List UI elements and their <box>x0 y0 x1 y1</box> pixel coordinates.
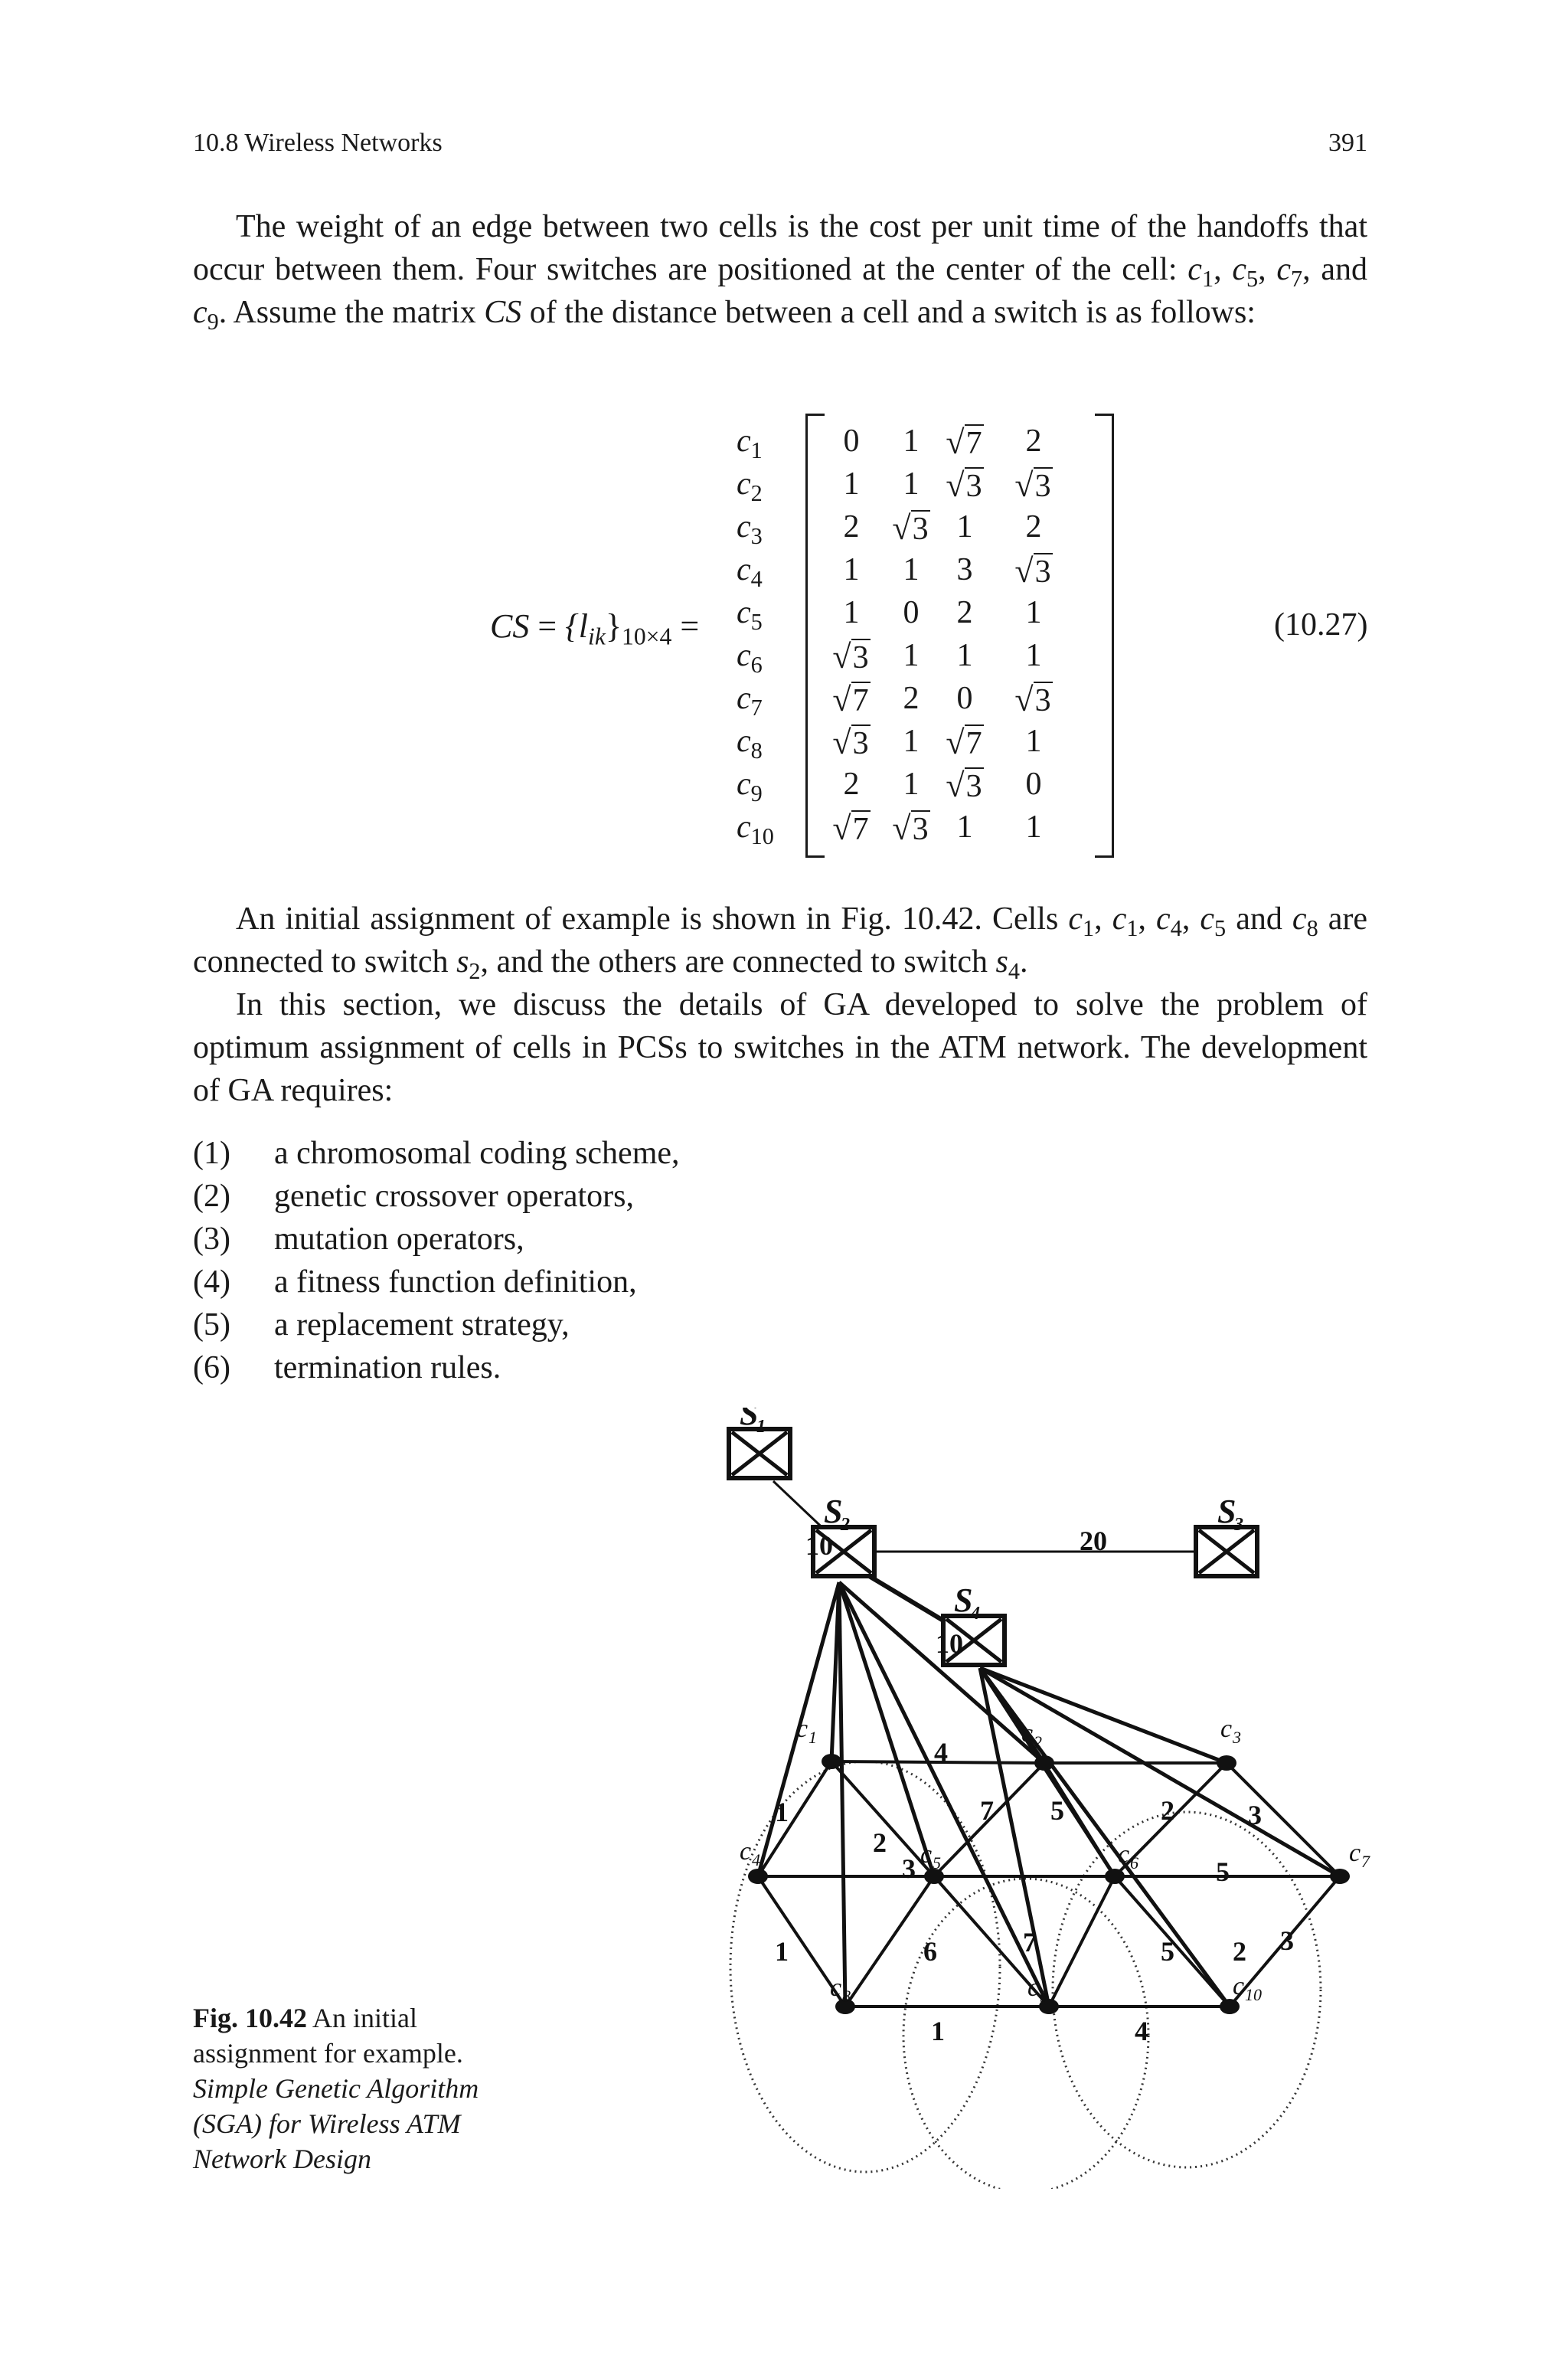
switch-label: S <box>824 1493 843 1530</box>
coverage-ellipse <box>1053 1812 1321 2167</box>
figure-caption: Fig. 10.42 An initial assignment for example. Simple Genetic Algorithm (SGA) for Wireless ATM Network Design <box>193 2003 479 2174</box>
matrix-cell: √3 <box>1014 466 1051 504</box>
matrix-cell: 1 <box>843 466 860 502</box>
matrix-cell: 1 <box>903 767 920 802</box>
matrix-row-label: $c_1$ <box>737 424 763 464</box>
matrix-right-bracket <box>1095 414 1114 858</box>
matrix-cell: 1 <box>1025 638 1042 673</box>
switch-label-sub: 1 <box>756 1417 766 1437</box>
matrix-cell: 1 <box>903 424 920 459</box>
edge-weight-label: 5 <box>1161 1936 1174 1967</box>
matrix-row-label: $c_6$ <box>737 638 763 679</box>
edge-weight-label: 7 <box>1023 1927 1037 1958</box>
cell-switch-link <box>839 1582 845 2007</box>
handoff-edge <box>758 1761 831 1876</box>
matrix-cell: 1 <box>903 724 920 759</box>
edge-weight-label: 1 <box>775 1797 789 1827</box>
cell-label-sub: 9 <box>1040 1987 1048 2006</box>
matrix-cell: 2 <box>843 509 860 545</box>
matrix-cell: √3 <box>892 509 929 547</box>
edge-weight-label: 4 <box>1135 2016 1148 2046</box>
running-header <box>193 129 1367 167</box>
matrix-cell: 1 <box>1025 810 1042 845</box>
matrix-cell: 1 <box>1025 724 1042 759</box>
matrix-cell: √7 <box>946 724 982 761</box>
matrix-cell: √3 <box>832 724 869 761</box>
list-item: (4) a fitness function definition, <box>193 1264 637 1300</box>
cell-node <box>1330 1869 1350 1884</box>
switch-label: S <box>954 1581 973 1619</box>
network-diagram <box>689 1408 1378 2189</box>
matrix-cell: 1 <box>843 595 860 630</box>
matrix-cell: 1 <box>956 509 973 545</box>
cell-label: c <box>1118 1840 1130 1869</box>
list-item: (3) mutation operators, <box>193 1222 524 1257</box>
cell-node <box>1220 1999 1240 2014</box>
matrix-cell: √7 <box>832 681 869 718</box>
matrix-cell: 3 <box>956 552 973 587</box>
matrix-cell: √3 <box>892 810 929 847</box>
switch-box <box>1196 1527 1257 1576</box>
cell-label: c <box>1349 1839 1361 1867</box>
matrix-cell: √3 <box>946 767 982 804</box>
paragraph-assignment: An initial assignment of example is shown in Fig. 10.42. Cells $c_1$, $c_1$, $c_4$, $c_5$ and $c_8$ are connected to switch $s_2$, and the others are connected to switch $s_4$. <box>193 901 1368 985</box>
cell-label: c <box>796 1715 808 1743</box>
cell-label-sub: 5 <box>933 1853 941 1872</box>
ga-requirements-list <box>193 1132 959 1389</box>
matrix-row-label: $c_4$ <box>737 552 763 593</box>
matrix-cell: √3 <box>1014 681 1051 718</box>
cell-label-sub: 3 <box>1233 1728 1241 1747</box>
cell-label: c <box>830 1974 842 2002</box>
list-item: (2) genetic crossover operators, <box>193 1179 634 1214</box>
cell-node <box>1034 1755 1054 1771</box>
edge-weight-label: 20 <box>1080 1526 1107 1556</box>
cell-label-sub: 6 <box>1130 1853 1138 1872</box>
matrix-cell: 0 <box>843 424 860 459</box>
matrix-cell: 1 <box>903 466 920 502</box>
matrix-cell: 0 <box>1025 767 1042 802</box>
edge-weight-label: 3 <box>1248 1800 1262 1830</box>
cell-label-sub: 2 <box>1034 1732 1042 1751</box>
edge-weight-label: 10 <box>936 1628 963 1659</box>
list-item: (5) a replacement strategy, <box>193 1307 570 1343</box>
matrix-row-label: $c_7$ <box>737 681 763 721</box>
network-figure <box>689 1408 1378 2189</box>
cell-node <box>822 1754 841 1769</box>
cell-label-sub: 4 <box>752 1850 760 1869</box>
matrix-cell: 1 <box>903 638 920 673</box>
equation-number: (10.27) <box>1274 607 1368 643</box>
matrix-row-label: $c_3$ <box>737 509 763 550</box>
cell-label: c <box>740 1837 752 1866</box>
cell-label-sub: 7 <box>1361 1852 1370 1871</box>
switch-label-sub: 4 <box>971 1604 980 1624</box>
matrix-cell: 0 <box>956 681 973 716</box>
cell-node <box>1105 1869 1125 1884</box>
matrix-row-label: $c_9$ <box>737 767 763 807</box>
cell-label: c <box>920 1840 933 1869</box>
switch-label: S <box>740 1408 759 1432</box>
edge-weight-label: 4 <box>934 1737 948 1768</box>
switch-label: S <box>1217 1493 1236 1530</box>
matrix-cell: √3 <box>946 466 982 504</box>
edge-weight-label: 2 <box>873 1827 887 1858</box>
equation-lhs: CS = $\{l_{ik}\}_{10\times 4}$ = <box>490 607 700 650</box>
switch-label-sub: 3 <box>1234 1515 1243 1535</box>
edge-weight-label: 5 <box>1050 1795 1064 1826</box>
matrix-cell: 1 <box>956 810 973 845</box>
matrix-cell: 1 <box>956 638 973 673</box>
matrix-row-label: $c_8$ <box>737 724 763 764</box>
matrix-cell: 2 <box>956 595 973 630</box>
handoff-edge <box>1049 1876 1115 2007</box>
list-item: (1) a chromosomal coding scheme, <box>193 1136 680 1171</box>
edge-weight-label: 1 <box>775 1936 789 1967</box>
cell-label: c <box>1027 1974 1040 2002</box>
edge-weight-label: 2 <box>1161 1795 1174 1826</box>
paragraph-1: The weight of an edge between two cells is the cost per unit time of the handoffs that occur between them. Four switches are positioned at the center of the cell: $c_1$, $c_5$, $c_7$, and $c_9$. Assume the matrix CS of the distance between a cell and a switch is as follows: <box>193 209 1368 335</box>
cell-label: c <box>1233 1972 1245 2000</box>
paragraph-ga-intro: In this section, we discuss the details of GA developed to solve the problem of optimum assignment of cells in PCSs to switches in the ATM network. The development of GA requires: <box>193 987 1367 1108</box>
matrix-cell: √3 <box>1014 552 1051 590</box>
cell-label-sub: 8 <box>842 1987 851 2006</box>
paragraph-2 <box>193 898 1367 1112</box>
handoff-edge <box>831 1761 934 1876</box>
edge-weight-label: 10 <box>805 1530 833 1561</box>
list-item: (6) termination rules. <box>193 1350 501 1385</box>
section-title: 10.8 Wireless Networks <box>193 129 443 157</box>
cell-label: c <box>1220 1715 1233 1743</box>
matrix-cell: √7 <box>832 810 869 847</box>
matrix-row-label: $c_{10}$ <box>737 810 774 850</box>
matrix-cell: 2 <box>843 767 860 802</box>
cell-switch-link <box>980 1668 1233 2007</box>
edge-weight-label: 1 <box>931 2016 945 2046</box>
cell-label-sub: 10 <box>1245 1985 1262 2004</box>
cell-node <box>748 1869 768 1884</box>
page-number: 391 <box>1328 129 1367 157</box>
edge-weight-label: 7 <box>980 1795 994 1826</box>
matrix-cell: 1 <box>903 552 920 587</box>
matrix-cell: 0 <box>903 595 920 630</box>
matrix-cell: √7 <box>946 424 982 461</box>
equation-10-27 <box>490 414 1386 858</box>
edge-weight-label: 5 <box>1216 1856 1230 1887</box>
matrix-row-label: $c_2$ <box>737 466 763 507</box>
cell-node <box>1217 1755 1236 1771</box>
matrix-cell: 1 <box>1025 595 1042 630</box>
matrix-cell: 1 <box>843 552 860 587</box>
edge-weight-label: 6 <box>923 1936 937 1967</box>
edge-weight-label: 2 <box>1233 1936 1246 1967</box>
cell-label: c <box>1021 1719 1034 1748</box>
edge-weight-label: 3 <box>902 1853 916 1884</box>
matrix-cell: 2 <box>1025 509 1042 545</box>
matrix-row-label: $c_5$ <box>737 595 763 636</box>
switch-label-sub: 2 <box>841 1515 850 1535</box>
matrix-cell: 2 <box>903 681 920 716</box>
matrix-cell: 2 <box>1025 424 1042 459</box>
cell-label-sub: 1 <box>808 1728 817 1747</box>
edge-weight-label: 3 <box>1280 1925 1294 1956</box>
handoff-edge <box>845 1876 934 2007</box>
matrix-cell: √3 <box>832 638 869 675</box>
